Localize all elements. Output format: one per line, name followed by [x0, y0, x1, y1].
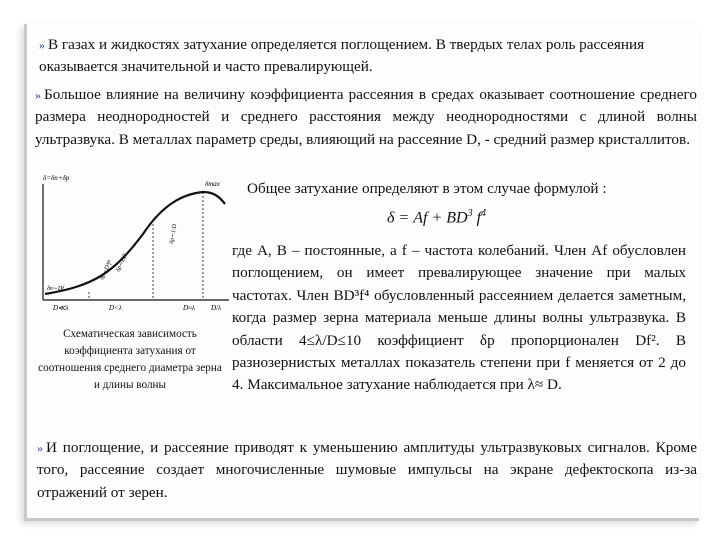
formula-exp1: 3 — [467, 208, 473, 219]
paragraph-formula-explanation: где A, B – постоянные, а f – частота колебаний. Член Af обусловлен поглощением, он имеет превалирующее значение при малых частотах. Член BD³f⁴ обусловленный рассеянием делается заметным, когда размер зерна материала меньше длины волны ультразвука. В области 4≤λ/D≤10 коэффициент δр пропорционален Df². В разнозернистых металлах показатель степени при f меняется от 2 до 4. Максимальное затухание наблюдается при λ≈ D. — [232, 242, 686, 394]
region-label-1: D≪λ — [53, 304, 69, 312]
formula-mid: f — [472, 209, 482, 227]
region-label-3: D≈λ — [183, 304, 195, 312]
region-label-2: D<λ — [109, 304, 122, 312]
slide — [24, 24, 699, 521]
formula-exp2: 4 — [481, 208, 487, 219]
paragraph-text: В газах и жидкостях затухание определяется поглощением. В твердых телах роль рассеяния оказывается значительной и часто превалирующей. — [39, 36, 645, 76]
formula-intro: Общее затухание определяют в этом случае формулой : — [247, 180, 607, 197]
paragraph-scattering-influence — [35, 84, 697, 151]
paragraph-text: И поглощение, и рассеяние приводят к уменьшению амплитуды ультразвуковых сигналов. Кроме того, рассеяние создает многочисленные шумовые импульсы на экране дефектоскопа из-за отражений от зерен. — [37, 439, 697, 501]
attenuation-formula — [387, 208, 486, 227]
y-axis-label: δ=δп+δр — [43, 174, 70, 182]
x-axis-label: D/λ — [211, 304, 222, 312]
paragraph-gases-liquids — [39, 34, 699, 79]
formula-lhs: δ = Af + BD — [387, 209, 468, 227]
paragraph-text: Большое влияние на величину коэффициента рассеяния в средах оказывает соотношение среднего размера неоднородностей и среднего расстояния между неоднородностями с длиной волны ультразвука. В металлах параметр среды, влияющий на рассеяние D, - средний размер кристаллитов. — [35, 86, 697, 148]
bullet-icon: » — [39, 38, 45, 52]
attenuation-chart — [33, 164, 233, 324]
paragraph-conclusion — [37, 437, 697, 504]
attenuation-curve — [45, 192, 225, 294]
curve-label-mid2: δр∼Df² — [115, 253, 129, 273]
curve-label-mid1: δр∼D³f⁴ — [99, 259, 114, 281]
curve-label-high: δр∼1/D — [169, 223, 179, 245]
bullet-icon: » — [37, 441, 43, 455]
curve-label-low: δп∼Df — [47, 286, 64, 292]
chart-caption: Схематическая зависимость коэффициента затухания от соотношения среднего диаметра зерна и длины волны — [38, 328, 222, 391]
bullet-icon: » — [35, 88, 41, 102]
peak-label: δmax — [205, 180, 220, 188]
